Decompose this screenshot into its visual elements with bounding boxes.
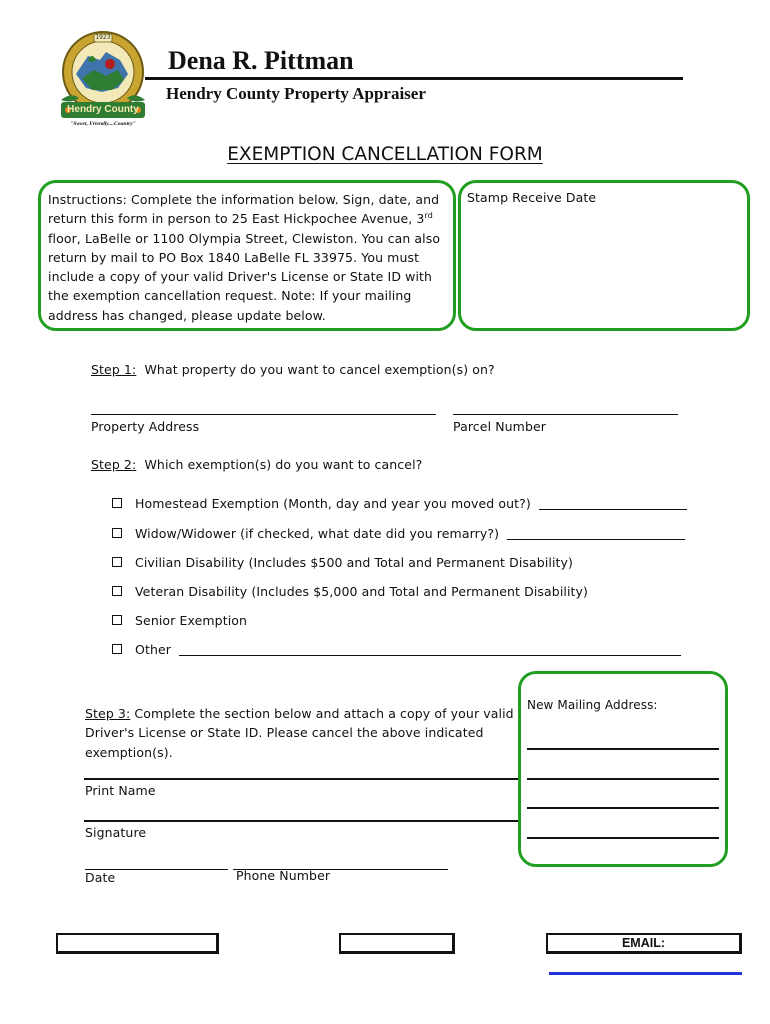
step1-question [91,362,495,377]
option-senior [112,611,247,629]
other-checkbox[interactable] [112,644,122,654]
widow-checkbox[interactable] [112,528,122,538]
senior-label: Senior Exemption [135,612,248,628]
blank-button-middle[interactable] [339,933,455,954]
step2-text: Which exemption(s) do you want to cancel? [136,457,423,472]
seal-graphic [58,30,148,134]
property-address-label: Property Address [91,419,200,434]
new-mailing-address-label: New Mailing Address: [527,698,658,712]
email-link-underline[interactable] [549,972,742,975]
step3-number: Step 3: [85,706,131,721]
option-widow [112,524,685,542]
header-divider [145,77,683,80]
mailing-address-line-2[interactable] [527,778,719,780]
homestead-checkbox[interactable] [112,498,122,508]
instructions-text [48,190,448,325]
signature-label: Signature [85,825,147,840]
option-homestead [112,494,687,512]
instructions-part2: floor, LaBelle or 1100 Olympia Street, Clewiston. You can also return by mail to PO Box 1840 LaBelle FL 33975. You must include a copy of your valid Driver's License or State ID with the exemption cancellation request. Note: If your mailing address has changed, please update below. [48,230,441,323]
homestead-date-field[interactable] [539,496,687,510]
instructions-superscript: rd [424,211,433,221]
mailing-address-line-4[interactable] [527,837,719,839]
step3-text: Complete the section below and attach a copy of your valid Driver's License or State ID. Please cancel the above indicated exemption(s). [85,706,514,760]
parcel-number-field[interactable] [453,414,678,415]
signature-field[interactable] [84,820,518,822]
seal-motto: "Sweet, Friendly....Country" [70,121,136,127]
widow-date-field[interactable] [507,526,685,540]
appraiser-name: Dena R. Pittman [168,46,354,75]
parcel-number-label: Parcel Number [453,419,547,434]
mailing-address-line-1[interactable] [527,748,719,750]
other-text-field[interactable] [179,642,681,656]
civilian-disability-label: Civilian Disability (Includes $500 and Total and Permanent Disability) [135,554,574,570]
property-address-field[interactable] [91,414,436,415]
stamp-receive-label: Stamp Receive Date [467,190,597,205]
print-name-label: Print Name [85,783,156,798]
step2-question [91,457,422,472]
option-veteran-disability [112,582,588,600]
senior-checkbox[interactable] [112,615,122,625]
phone-number-label: Phone Number [236,868,331,883]
other-label: Other [135,641,176,657]
instructions-part1: Instructions: Complete the information below. Sign, date, and return this form in person to 25 East Hickpochee Avenue, 3 [48,192,440,227]
blank-button-left[interactable] [56,933,219,954]
homestead-label: Homestead Exemption (Month, day and year you moved out?) [135,495,535,511]
step3-instructions [85,704,515,762]
civilian-disability-checkbox[interactable] [112,557,122,567]
veteran-disability-label: Veteran Disability (Includes $5,000 and Total and Permanent Disability) [135,583,589,599]
print-name-field[interactable] [84,778,518,780]
step1-number: Step 1: [91,362,137,377]
step2-number: Step 2: [91,457,137,472]
county-seal-logo [58,30,148,134]
seal-county-name: Hendry County [67,104,139,115]
option-civilian-disability [112,553,573,571]
mailing-address-line-3[interactable] [527,807,719,809]
widow-label: Widow/Widower (if checked, what date did you remarry?) [135,525,504,541]
date-label: Date [85,870,116,885]
step1-text: What property do you want to cancel exemption(s) on? [136,362,495,377]
appraiser-title: Hendry County Property Appraiser [166,84,426,103]
seal-year: 1923 [95,34,111,41]
option-other [112,640,681,658]
veteran-disability-checkbox[interactable] [112,586,122,596]
email-button[interactable]: EMAIL: [546,933,742,954]
form-title: EXEMPTION CANCELLATION FORM [227,144,543,165]
